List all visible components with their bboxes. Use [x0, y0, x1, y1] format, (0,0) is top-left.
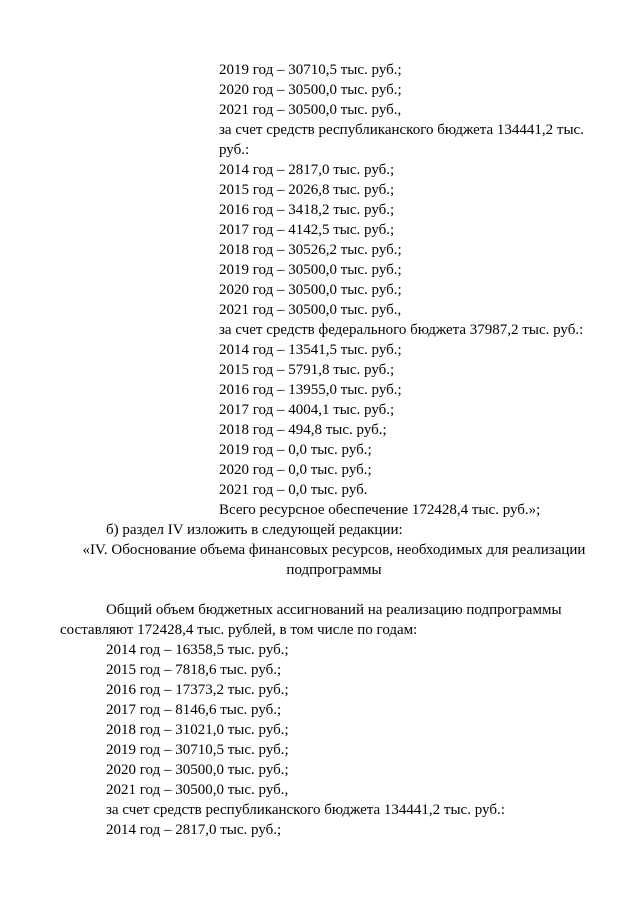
- resources-line: 2016 год – 3418,2 тыс. руб.;: [219, 202, 395, 218]
- resources-line: 2021 год – 30500,0 тыс. руб.,: [219, 302, 402, 318]
- resources-line: 2020 год – 30500,0 тыс. руб.;: [219, 282, 402, 298]
- resources-line: 2017 год – 4004,1 тыс. руб.;: [219, 402, 395, 418]
- resources-line: 2016 год – 13955,0 тыс. руб.;: [219, 382, 402, 398]
- year-line: 2018 год – 31021,0 тыс. руб.;: [106, 722, 289, 738]
- resources-line: руб.:: [219, 142, 250, 158]
- year-line: 2016 год – 17373,2 тыс. руб.;: [106, 682, 289, 698]
- resources-line: 2019 год – 0,0 тыс. руб.;: [219, 442, 372, 458]
- resources-line: 2018 год – 30526,2 тыс. руб.;: [219, 242, 402, 258]
- resources-line: за счет средств республиканского бюджета 134441,2 тыс.: [219, 122, 584, 138]
- resources-line: 2014 год – 2817,0 тыс. руб.;: [219, 162, 395, 178]
- resources-total: Всего ресурсное обеспечение 172428,4 тыс. руб.»;: [219, 502, 541, 518]
- resources-line: 2021 год – 0,0 тыс. руб.: [219, 482, 368, 498]
- resources-line: 2015 год – 5791,8 тыс. руб.;: [219, 362, 395, 378]
- year-line: за счет средств республиканского бюджета 134441,2 тыс. руб.:: [106, 802, 505, 818]
- year-line: 2014 год – 16358,5 тыс. руб.;: [106, 642, 289, 658]
- paragraph-line1: Общий объем бюджетных ассигнований на реализацию подпрограммы: [106, 602, 562, 618]
- section-heading-line1: «IV. Обоснование объема финансовых ресурсов, необходимых для реализации: [82, 542, 586, 558]
- year-line: 2014 год – 2817,0 тыс. руб.;: [106, 822, 282, 838]
- resources-line: 2015 год – 2026,8 тыс. руб.;: [219, 182, 395, 198]
- resources-line: 2018 год – 494,8 тыс. руб.;: [219, 422, 387, 438]
- resources-line: 2019 год – 30710,5 тыс. руб.;: [219, 62, 402, 78]
- resources-line: 2017 год – 4142,5 тыс. руб.;: [219, 222, 395, 238]
- year-line: 2020 год – 30500,0 тыс. руб.;: [106, 762, 289, 778]
- resources-line: 2019 год – 30500,0 тыс. руб.;: [219, 262, 402, 278]
- resources-line: 2014 год – 13541,5 тыс. руб.;: [219, 342, 402, 358]
- year-line: 2019 год – 30710,5 тыс. руб.;: [106, 742, 289, 758]
- instruction-line: б) раздел IV изложить в следующей редакции:: [106, 522, 403, 538]
- resources-line: 2021 год – 30500,0 тыс. руб.,: [219, 102, 402, 118]
- resources-line: за счет средств федерального бюджета 37987,2 тыс. руб.:: [219, 322, 584, 338]
- resources-line: 2020 год – 30500,0 тыс. руб.;: [219, 82, 402, 98]
- year-line: 2021 год – 30500,0 тыс. руб.,: [106, 782, 289, 798]
- paragraph-line2: составляют 172428,4 тыс. рублей, в том числе по годам:: [60, 622, 418, 638]
- year-line: 2017 год – 8146,6 тыс. руб.;: [106, 702, 282, 718]
- year-line: 2015 год – 7818,6 тыс. руб.;: [106, 662, 282, 678]
- section-heading-line2: подпрограммы: [286, 562, 382, 578]
- resources-line: 2020 год – 0,0 тыс. руб.;: [219, 462, 372, 478]
